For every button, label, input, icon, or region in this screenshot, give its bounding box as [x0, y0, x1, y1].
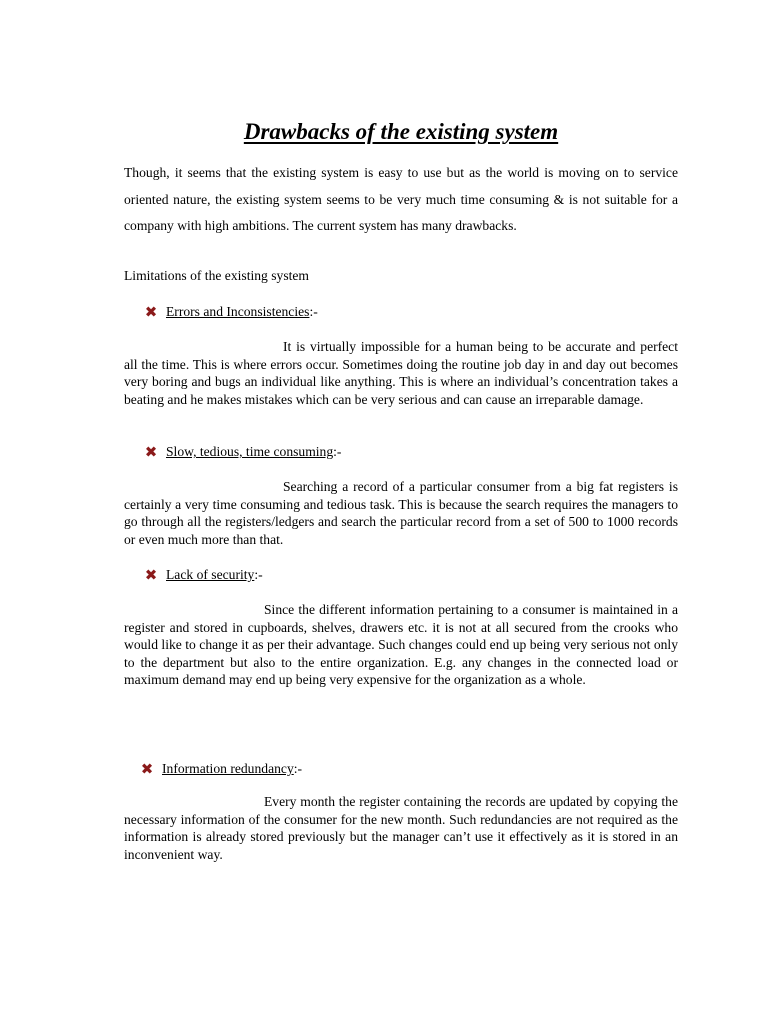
section-heading-suffix: :- — [333, 444, 342, 459]
section-body-slow: Searching a record of a particular consumer from a big fat registers is certainly a very time consuming and tedious task. This is because the search requires the managers to go through all the registers/ledgers and search the particular record from a set of 500 to 1000 records or even much more than that. — [124, 479, 678, 547]
section-heading-text: Lack of security — [166, 567, 255, 582]
section-heading-suffix: :- — [293, 761, 303, 776]
section-heading-slow — [144, 442, 341, 462]
section-heading-errors — [144, 302, 318, 322]
cross-mark-icon: ✖ — [140, 760, 154, 778]
section-heading-redundancy — [140, 759, 302, 779]
section-heading-text: Information redundancy — [162, 761, 294, 776]
section-heading-text: Slow, tedious, time consuming — [166, 444, 334, 459]
section-body-security: Since the different information pertaining to a consumer is maintained in a register and stored in cupboards, shelves, drawers etc. it is not at all secured from the crooks who would like to change it as per their advantage. Such changes could end up being very serious not only to the department but also to the entire organization. E.g. any changes in the connected load or maximum demand may end up being very expensive for the organization as a whole. — [124, 602, 678, 688]
section-heading-text: Errors and Inconsistencies — [166, 304, 310, 319]
section-heading-security — [144, 565, 263, 585]
intro-paragraph: Though, it seems that the existing system is easy to use but as the world is moving on to service oriented nature, the existing system seems to be very much time consuming & is not suitable for a company with high ambitions. The current system has many drawbacks. — [124, 165, 678, 233]
section-body-errors: It is virtually impossible for a human being to be accurate and perfect all the time. This is where errors occur. Sometimes doing the routine job day in and day out becomes very boring and bugs an individual like anything. This is where an individual’s concentration takes a beating and he makes mistakes which can be very serious and can cause an irreparable damage. — [124, 339, 678, 407]
cross-mark-icon: ✖ — [144, 303, 158, 321]
cross-mark-icon: ✖ — [144, 566, 158, 584]
section-heading-suffix: :- — [309, 304, 318, 319]
page-title: Drawbacks of the existing system — [243, 119, 559, 144]
cross-mark-icon: ✖ — [144, 443, 158, 461]
section-body-redundancy: Every month the register containing the records are updated by copying the necessary information of the consumer for the new month. Such redundancies are not required as the information is already stored previously but the manager can’t use it effectively as it is stored in an inconvenient way. — [124, 794, 678, 862]
section-heading-suffix: :- — [254, 567, 263, 582]
limitations-heading: Limitations of the existing system — [124, 268, 310, 283]
